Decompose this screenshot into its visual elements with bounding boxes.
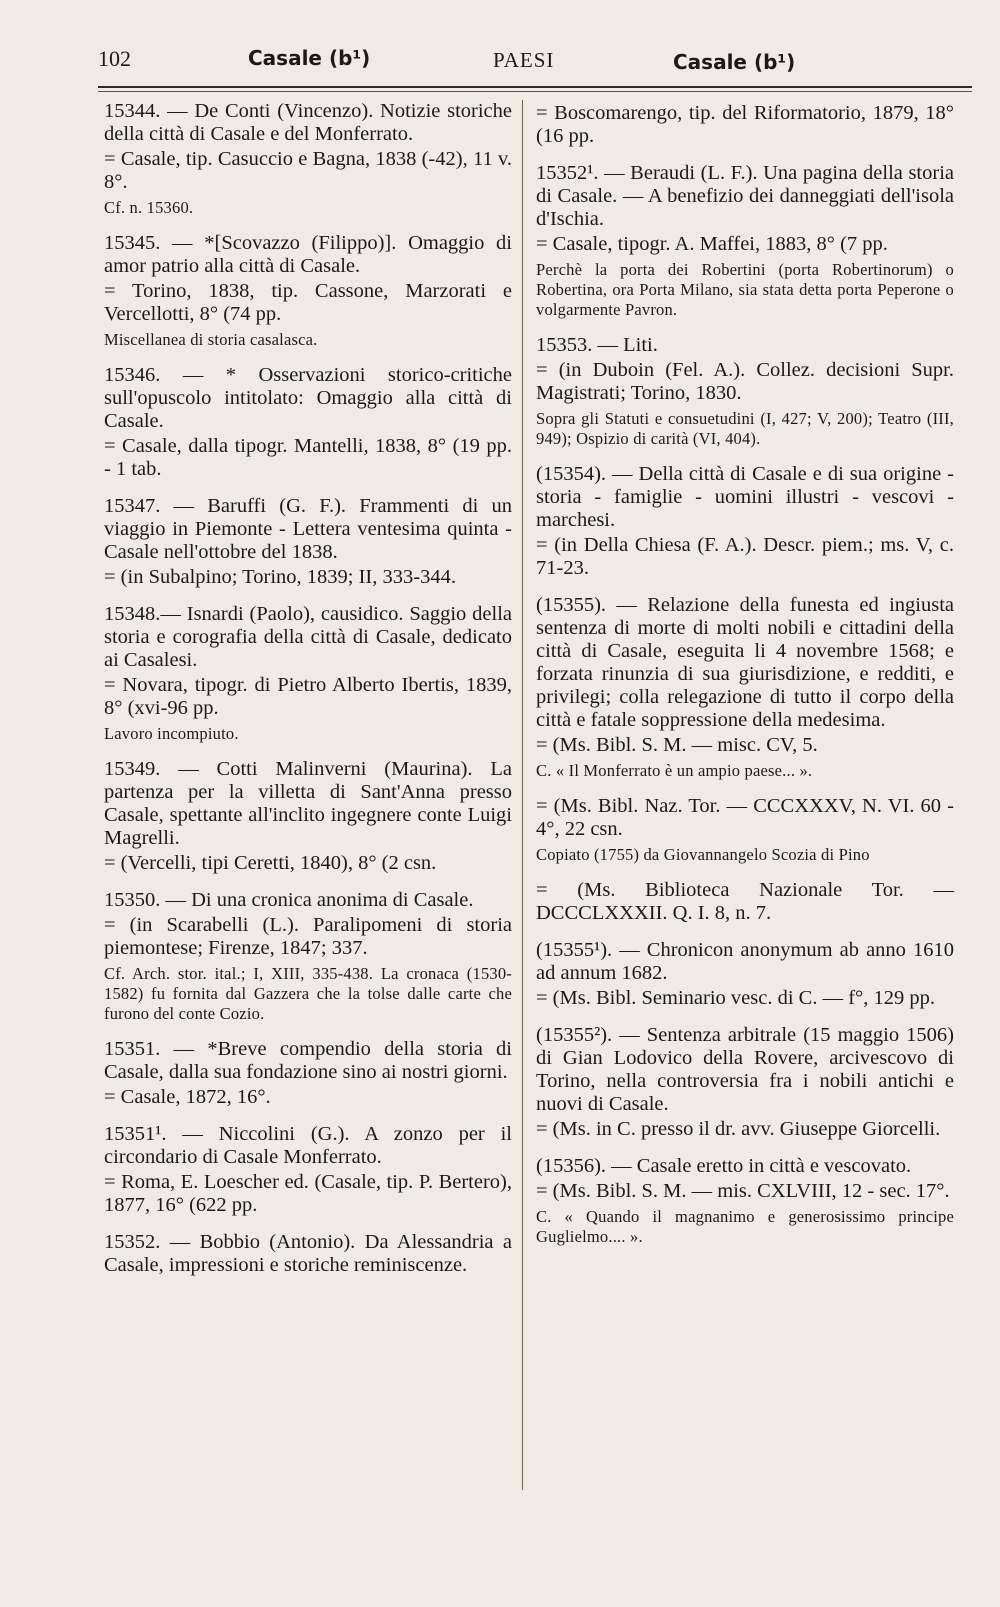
entry-imprint: = (Ms. Bibl. Seminario vesc. di C. — f°, 129 pp. <box>536 987 935 1009</box>
entry-text: 15350. — Di una cronica anonima di Casale. <box>104 889 474 911</box>
entry-text: (15355²). — Sentenza arbitrale (15 maggio 1506) di Gian Lodovico della Rovere, arcivescovo di Torino, nella controversia fra i nobili antichi e nuovi di Casale. <box>536 1024 954 1115</box>
left-column <box>104 100 512 1291</box>
entry-text: (15354). — Della città di Casale e di sua origine - storia - famiglie - uomini illustri - vescovi - marchesi. <box>536 463 954 531</box>
bibliography-entry <box>104 1123 512 1217</box>
entry-text: (15356). — Casale eretto in città e vescovato. <box>536 1155 912 1177</box>
entry-imprint: = (Ms. Biblioteca Nazionale Tor. — DCCCLXXXII. Q. I. 8, n. 7. <box>536 879 954 924</box>
entry-text: 15344. — De Conti (Vincenzo). Notizie storiche della città di Casale e del Monferrato. <box>104 100 512 145</box>
entry-imprint: = (Ms. Bibl. Naz. Tor. — CCCXXXV, N. VI. 60 - 4°, 22 csn. <box>536 795 954 840</box>
page-number: 102 <box>98 46 131 71</box>
entry-imprint: = Casale, dalla tipogr. Mantelli, 1838, 8° (19 pp. - 1 tab. <box>104 435 512 480</box>
entry-text: 15347. — Baruffi (G. F.). Frammenti di un viaggio in Piemonte - Lettera ventesima quinta - Casale nell'ottobre del 1838. <box>104 495 512 563</box>
entry-imprint: = Torino, 1838, tip. Cassone, Marzorati e Vercellotti, 8° (74 pp. <box>104 280 512 325</box>
column-divider <box>522 100 523 1490</box>
entry-imprint: = (Ms. in C. presso il dr. avv. Giuseppe Giorcelli. <box>536 1118 941 1140</box>
entry-imprint: = (in Della Chiesa (F. A.). Descr. piem.; ms. V, c. 71-23. <box>536 534 954 579</box>
entry-text: (15355). — Relazione della funesta ed ingiusta sentenza di morte di molti nobili e cittadini della città di Casale, eseguita li 4 novembre 1568; e forzata rinunzia di sua giurisdizione, e redditi, e privilegi; colla relegazione di tutto il corpo della città e fatale soppressione della medesima. <box>536 594 954 731</box>
entry-text: 15353. — Liti. <box>536 334 658 356</box>
bibliography-entry <box>536 879 954 925</box>
bibliography-entry <box>104 1231 512 1277</box>
header-rule <box>98 86 972 88</box>
bibliography-entry <box>104 758 512 875</box>
entry-imprint: = Boscomarengo, tip. del Riformatorio, 1879, 18° (16 pp. <box>536 102 954 147</box>
entry-note: Cf. Arch. stor. ital.; I, XIII, 335-438. La cronaca (1530-1582) fu fornita dal Gazzera che la tolse dalle carte che furono del conte Cozio. <box>104 964 512 1023</box>
entry-imprint: = (in Scarabelli (L.). Paralipomeni di storia piemontese; Firenze, 1847; 337. <box>104 914 512 959</box>
bibliography-entry <box>536 939 954 1010</box>
bibliography-entry <box>104 889 512 1024</box>
entry-text: 15352¹. — Beraudi (L. F.). Una pagina della storia di Casale. — A benefizio dei danneggiati dell'isola d'Ischia. <box>536 162 954 230</box>
bibliography-entry <box>104 232 512 350</box>
right-column <box>536 100 954 1261</box>
entry-note: Copiato (1755) da Giovannangelo Scozia di Pino <box>536 845 870 864</box>
bibliography-entry <box>536 463 954 580</box>
bibliography-entry <box>536 162 954 320</box>
entry-text: 15346. — * Osservazioni storico-critiche sull'opuscolo intitolato: Omaggio alla città di Casale. <box>104 364 512 432</box>
entry-text: 15352. — Bobbio (Antonio). Da Alessandria a Casale, impressioni e storiche reminiscenze. <box>104 1231 512 1276</box>
entry-text: 15345. — *[Scovazzo (Filippo)]. Omaggio di amor patrio alla città di Casale. <box>104 232 512 277</box>
entry-imprint: = Novara, tipogr. di Pietro Alberto Ibertis, 1839, 8° (xvi-96 pp. <box>104 674 512 719</box>
entry-note: Perchè la porta dei Robertini (porta Robertinorum) o Robertina, ora Porta Milano, sia stata detta porta Peperone o volgarmente Pavron. <box>536 260 954 319</box>
bibliography-entry <box>536 594 954 781</box>
entry-imprint: = (in Duboin (Fel. A.). Collez. decisioni Supr. Magistrati; Torino, 1830. <box>536 359 954 404</box>
entry-imprint: = (Ms. Bibl. S. M. — misc. CV, 5. <box>536 734 818 756</box>
entry-note: Cf. n. 15360. <box>104 198 194 217</box>
entry-note: Miscellanea di storia casalasca. <box>104 330 318 349</box>
entry-note: Lavoro incompiuto. <box>104 724 239 743</box>
entry-text: 15348.— Isnardi (Paolo), causidico. Saggio della storia e corografia della città di Casale, dedicato ai Casalesi. <box>104 603 512 671</box>
entry-text: 15351. — *Breve compendio della storia di Casale, dalla sua fondazione sino ai nostri giorni. <box>104 1038 512 1083</box>
bibliography-entry <box>536 102 954 148</box>
bibliography-entry <box>104 603 512 744</box>
bibliography-entry <box>104 100 512 218</box>
bibliography-entry <box>104 1038 512 1109</box>
bibliography-entry <box>104 364 512 481</box>
entry-imprint: = (Ms. Bibl. S. M. — mis. CXLVIII, 12 - sec. 17°. <box>536 1180 950 1202</box>
entry-text: 15351¹. — Niccolini (G.). A zonzo per il circondario di Casale Monferrato. <box>104 1123 512 1168</box>
header-rule-thin <box>98 91 972 92</box>
entry-imprint: = Casale, tip. Casuccio e Bagna, 1838 (-42), 11 v. 8°. <box>104 148 512 193</box>
entry-imprint: = Casale, tipogr. A. Maffei, 1883, 8° (7 pp. <box>536 233 888 255</box>
right-running-title: Casale (b¹) <box>673 50 796 74</box>
bibliography-entry <box>536 1024 954 1141</box>
running-header <box>98 42 970 82</box>
bibliography-entry <box>536 334 954 449</box>
bibliography-entry <box>536 1155 954 1247</box>
bibliography-entry <box>104 495 512 589</box>
entry-note: Sopra gli Statuti e consuetudini (I, 427; V, 200); Teatro (III, 949); Ospizio di carità (VI, 404). <box>536 409 954 448</box>
entry-imprint: = (in Subalpino; Torino, 1839; II, 333-344. <box>104 566 456 588</box>
entry-imprint: = Casale, 1872, 16°. <box>104 1086 271 1108</box>
center-running-title: PAESI <box>493 48 555 72</box>
entry-note: C. « Quando il magnanimo e generosissimo principe Guglielmo.... ». <box>536 1207 954 1246</box>
entry-text: 15349. — Cotti Malinverni (Maurina). La partenza per la villetta di Sant'Anna presso Casale, spettante all'inclito ingegnere conte Luigi Magrelli. <box>104 758 512 849</box>
entry-note: C. « Il Monferrato è un ampio paese... ». <box>536 761 813 780</box>
entry-imprint: = Roma, E. Loescher ed. (Casale, tip. P. Bertero), 1877, 16° (622 pp. <box>104 1171 512 1216</box>
left-running-title: Casale (b¹) <box>248 46 371 70</box>
bibliography-entry <box>536 795 954 865</box>
entry-text: (15355¹). — Chronicon anonymum ab anno 1610 ad annum 1682. <box>536 939 954 984</box>
entry-imprint: = (Vercelli, tipi Ceretti, 1840), 8° (2 csn. <box>104 852 437 874</box>
